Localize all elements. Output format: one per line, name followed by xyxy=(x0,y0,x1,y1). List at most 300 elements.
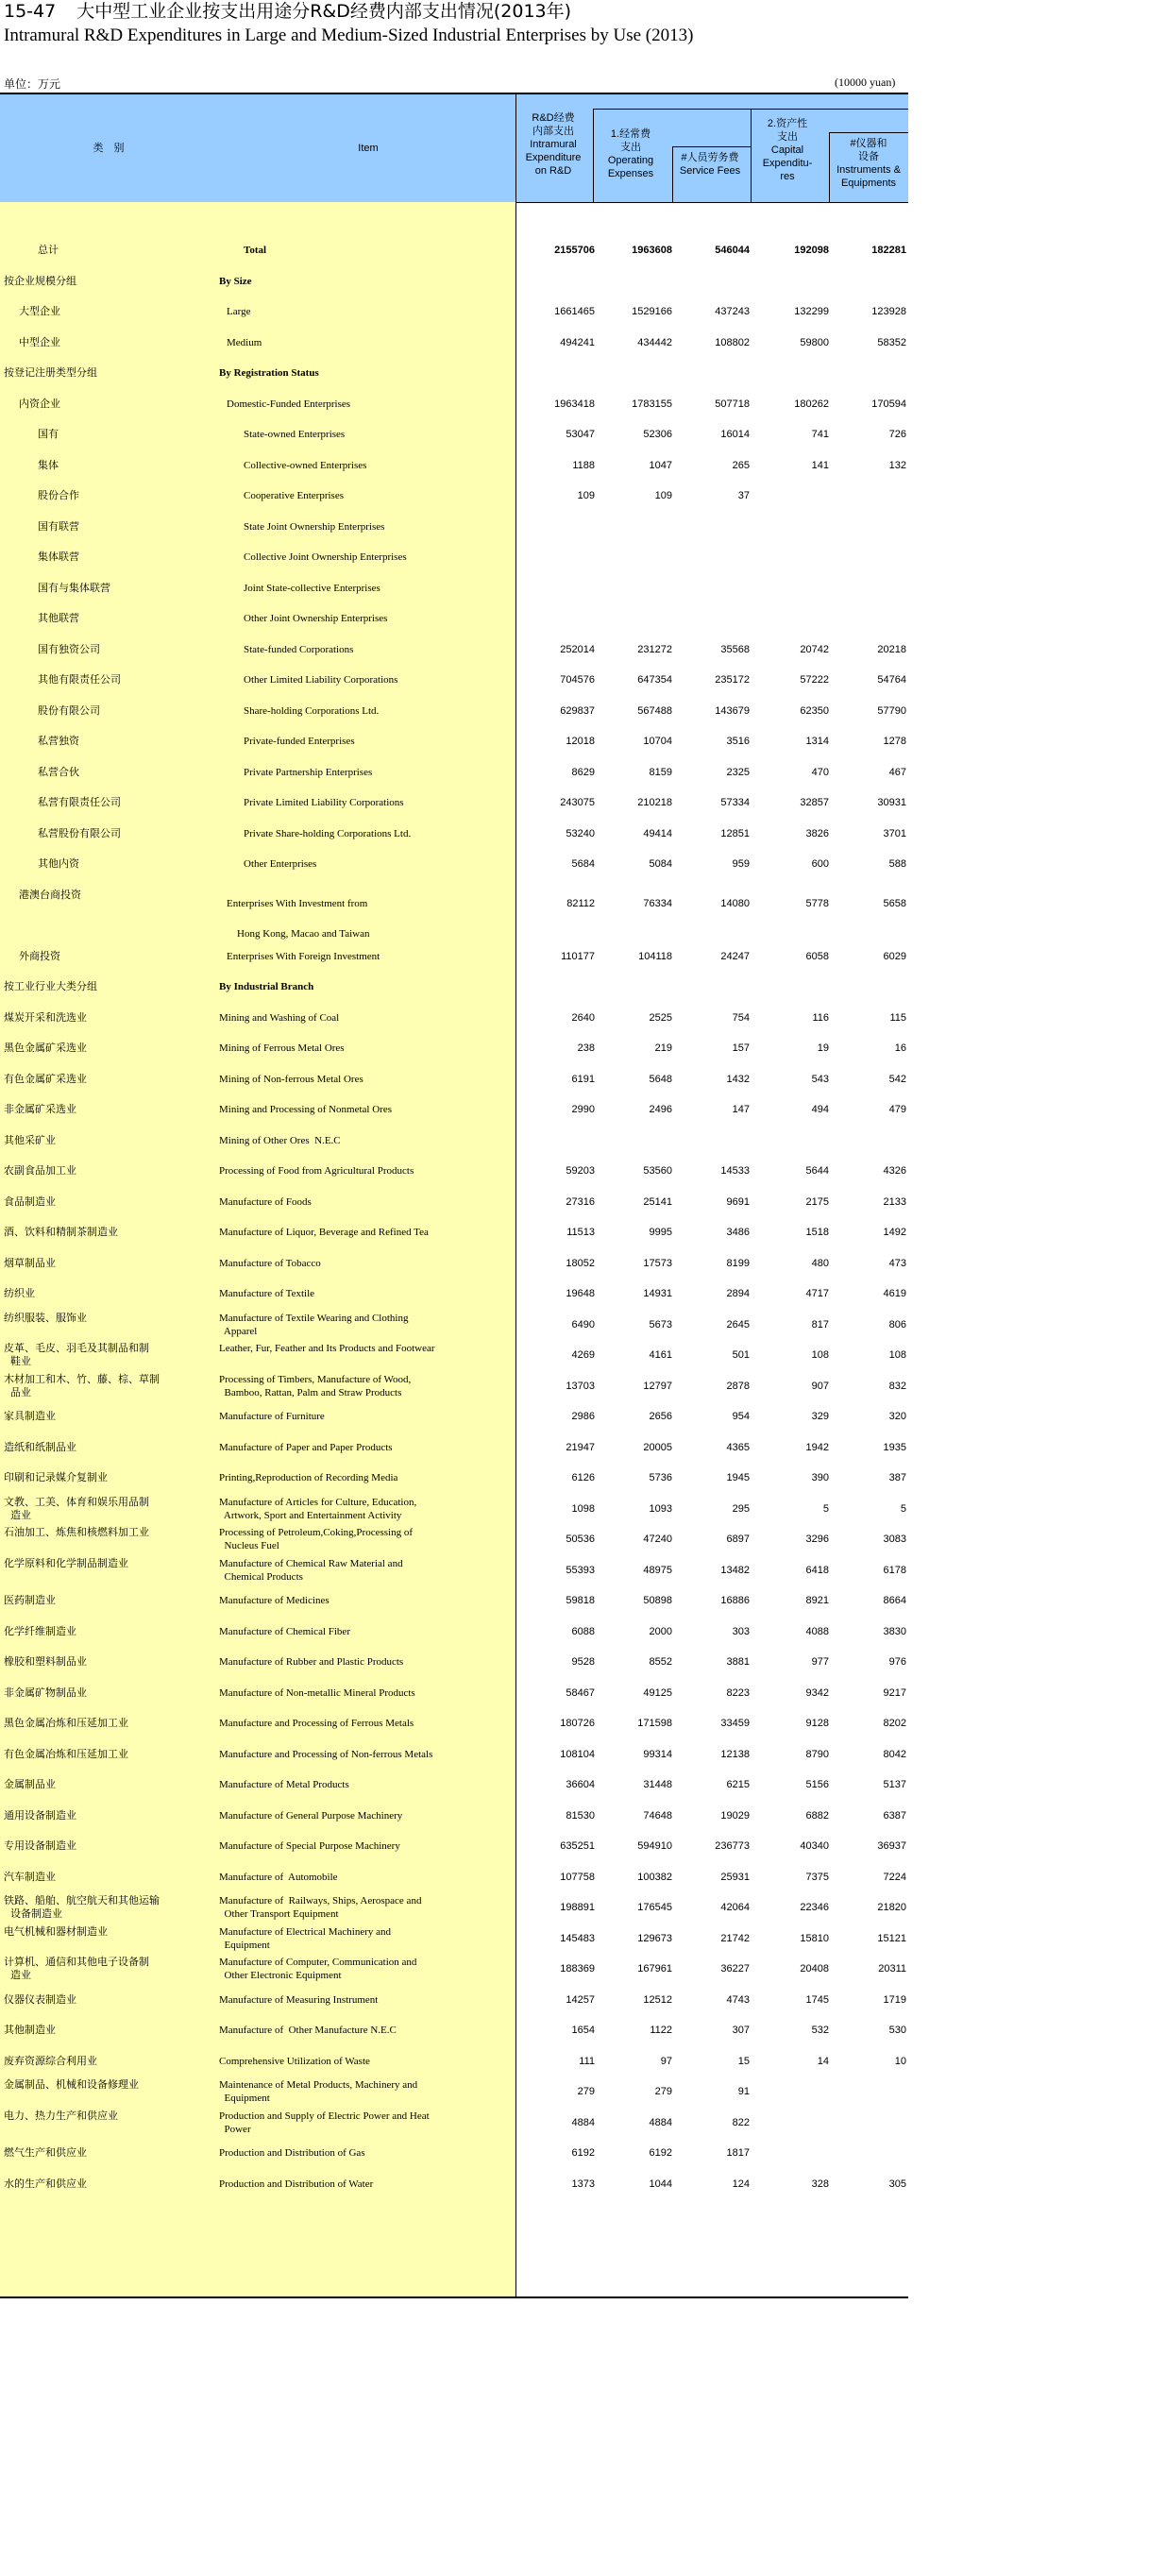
row-value: 1817 xyxy=(726,2147,750,2159)
unit-label-english: (10000 yuan) xyxy=(835,76,896,89)
divider-item-data xyxy=(515,94,516,2298)
row-value: 6178 xyxy=(883,1564,906,1576)
row-value: 8921 xyxy=(805,1595,829,1606)
row-label-english: Large xyxy=(227,306,251,317)
row-value: 5084 xyxy=(649,858,672,870)
row-label-english: Manufacture of Railways, Ships, Aerospace and Other Transport Equipment xyxy=(219,1895,422,1920)
row-value: 143679 xyxy=(715,704,750,717)
row-label-english: By Size xyxy=(219,275,252,287)
row-value: 5778 xyxy=(805,897,829,909)
row-label-chinese: 煤炭开采和洗选业 xyxy=(4,1010,87,1024)
row-value: 108802 xyxy=(715,336,750,348)
header-intramural-expenditure xyxy=(517,111,589,178)
row-label-chinese: 私营股份有限公司 xyxy=(38,826,121,839)
header-line: Equipments xyxy=(840,178,897,189)
row-label-chinese: 集体 xyxy=(38,458,59,471)
row-label-english: Mining and Processing of Nonmetal Ores xyxy=(219,1104,392,1115)
row-value: 741 xyxy=(811,429,829,440)
row-label-english: Printing,Reproduction of Recording Media xyxy=(219,1472,398,1483)
row-value: 470 xyxy=(811,766,829,778)
row-value: 53560 xyxy=(643,1165,672,1177)
row-value: 116 xyxy=(812,1011,829,1024)
row-label-chinese: 纺织业 xyxy=(4,1287,35,1299)
row-value: 108 xyxy=(888,1349,906,1361)
row-value: 49125 xyxy=(643,1686,672,1699)
row-label-english: Manufacture of Foods xyxy=(219,1195,312,1208)
row-value: 123928 xyxy=(871,306,906,317)
row-value: 54764 xyxy=(877,674,906,686)
row-label-chinese: 国有 xyxy=(38,428,59,440)
row-value: 147 xyxy=(732,1104,750,1115)
row-label-chinese: 其他有限责任公司 xyxy=(38,673,121,686)
row-label-english: Private Limited Liability Corporations xyxy=(244,797,404,808)
row-value: 629837 xyxy=(560,704,595,717)
row-value: 2656 xyxy=(649,1411,672,1422)
row-value: 25141 xyxy=(643,1195,672,1208)
row-label-english: Production and Distribution of Water xyxy=(219,2178,374,2190)
header-item: Item xyxy=(358,143,379,154)
row-value: 100382 xyxy=(637,1871,672,1883)
row-value: 48975 xyxy=(643,1564,672,1576)
row-value: 231272 xyxy=(637,643,672,655)
row-value: 145483 xyxy=(560,1932,595,1944)
table-title-chinese xyxy=(4,0,571,23)
row-label-chinese: 非金属矿采选业 xyxy=(4,1103,76,1115)
row-value: 6126 xyxy=(571,1472,595,1483)
header-line: Expenses xyxy=(607,168,654,179)
row-value: 25931 xyxy=(720,1871,750,1883)
row-value: 1529166 xyxy=(632,306,672,317)
row-label-english: Private-funded Enterprises xyxy=(244,736,355,747)
row-value: 467 xyxy=(888,766,906,778)
row-value: 1661465 xyxy=(554,306,595,317)
row-value: 5644 xyxy=(805,1165,829,1177)
row-value: 10 xyxy=(894,2055,906,2067)
header-line: 支出 xyxy=(777,131,798,143)
row-value: 6192 xyxy=(571,2147,595,2159)
row-value: 5137 xyxy=(883,1779,906,1790)
row-value: 20742 xyxy=(800,643,829,655)
row-value: 9528 xyxy=(571,1656,595,1668)
row-label-english: Processing of Petroleum,Coking,Processing of Nucleus Fuel xyxy=(219,1527,414,1551)
table-number: 15-47 xyxy=(4,1,57,22)
header-divider xyxy=(751,109,752,202)
row-value: 30931 xyxy=(877,797,906,808)
row-value: 59800 xyxy=(800,336,829,348)
row-value: 473 xyxy=(888,1257,906,1269)
row-value: 57222 xyxy=(800,674,829,686)
row-value: 2894 xyxy=(726,1288,750,1299)
row-label-chinese: 私营独资 xyxy=(38,735,79,747)
row-label-chinese: 黑色金属矿采选业 xyxy=(4,1042,87,1054)
row-value: 480 xyxy=(811,1257,829,1269)
row-value: 1963608 xyxy=(632,245,672,256)
row-value: 647354 xyxy=(637,674,672,686)
row-value: 532 xyxy=(811,2025,829,2036)
row-label-chinese: 金属制品、机械和设备修理业 xyxy=(4,2078,139,2091)
row-value: 4884 xyxy=(571,2116,595,2128)
row-value: 12512 xyxy=(643,1993,672,2006)
row-value: 1719 xyxy=(883,1993,906,2006)
title-cn-text: 大中型工业企业按支出用途分R&D经费内部支出情况(2013年) xyxy=(76,1,572,22)
row-value: 1098 xyxy=(571,1502,595,1515)
row-value: 32857 xyxy=(800,797,829,808)
row-value: 14080 xyxy=(720,897,750,909)
row-value: 2325 xyxy=(726,766,750,778)
row-value: 17573 xyxy=(643,1257,672,1269)
row-value: 6387 xyxy=(883,1809,906,1822)
row-value: 5658 xyxy=(883,897,906,909)
row-value: 188369 xyxy=(560,1963,595,1974)
row-label-english: Mining of Other Ores N.E.C xyxy=(219,1134,341,1146)
row-value: 74648 xyxy=(643,1809,672,1822)
row-value: 108104 xyxy=(560,1748,595,1760)
row-value: 822 xyxy=(732,2116,750,2128)
row-value: 15 xyxy=(737,2055,750,2067)
row-label-chinese: 废弃资源综合利用业 xyxy=(4,2054,97,2067)
row-value: 305 xyxy=(888,2178,906,2190)
row-label-chinese: 总计 xyxy=(38,244,59,256)
row-label-chinese: 大型企业 xyxy=(19,305,60,317)
row-value: 52306 xyxy=(643,429,672,440)
row-label-chinese: 股份有限公司 xyxy=(38,703,100,717)
row-label-chinese: 水的生产和供应业 xyxy=(4,2177,87,2190)
row-label-english: Leather, Fur, Feather and Its Products and Footwear xyxy=(219,1343,435,1354)
row-value: 817 xyxy=(811,1318,829,1330)
row-value: 37 xyxy=(737,490,750,501)
row-value: 754 xyxy=(732,1011,750,1024)
row-value: 542 xyxy=(888,1073,906,1085)
header-line: on R&D xyxy=(534,165,572,177)
row-value: 3826 xyxy=(805,827,829,839)
header-line: 内部支出 xyxy=(532,126,574,137)
row-label-chinese: 化学纤维制造业 xyxy=(4,1624,76,1637)
row-value: 192098 xyxy=(794,245,829,256)
row-value: 16014 xyxy=(720,429,750,440)
row-value: 1047 xyxy=(649,459,672,471)
row-label-english: Joint State-collective Enterprises xyxy=(244,582,380,594)
row-value: 2133 xyxy=(883,1195,906,1208)
row-value: 726 xyxy=(888,429,906,440)
header-operating-expenses xyxy=(595,127,667,180)
row-label-chinese: 铁路、船舶、航空航天和其他运输 设备制造业 xyxy=(4,1894,160,1920)
row-label-chinese: 造纸和纸制品业 xyxy=(4,1440,76,1453)
row-value: 13482 xyxy=(720,1564,750,1576)
row-value: 20408 xyxy=(800,1963,829,1974)
row-value: 494 xyxy=(811,1104,829,1115)
header-rule xyxy=(672,146,751,147)
row-label-english: Manufacture of Electrical Machinery and Equipment xyxy=(219,1925,392,1951)
row-value: 182281 xyxy=(871,245,906,256)
row-value: 24247 xyxy=(720,950,750,962)
row-label-english: Collective Joint Ownership Enterprises xyxy=(244,551,407,563)
row-value: 594910 xyxy=(637,1840,672,1852)
row-label-chinese: 黑色金属冶炼和压延加工业 xyxy=(4,1717,128,1729)
row-label-chinese: 国有与集体联营 xyxy=(38,581,110,594)
row-value: 959 xyxy=(732,858,750,870)
table-top-rule xyxy=(0,93,908,94)
row-label-english: Mining of Non-ferrous Metal Ores xyxy=(219,1073,363,1085)
row-label-chinese: 中型企业 xyxy=(19,335,60,348)
row-label-english: Manufacture of Measuring Instrument xyxy=(219,1993,379,2006)
row-value: 115 xyxy=(889,1011,906,1024)
row-value: 42064 xyxy=(720,1902,750,1913)
row-label-english: State-owned Enterprises xyxy=(244,429,346,440)
row-label-chinese: 国有独资公司 xyxy=(38,642,100,655)
row-value: 21742 xyxy=(720,1932,750,1944)
row-value: 238 xyxy=(577,1042,595,1054)
row-label-chinese: 印刷和记录媒介复制业 xyxy=(4,1471,108,1483)
row-label-chinese: 电力、热力生产和供应业 xyxy=(4,2109,118,2122)
row-value: 53240 xyxy=(566,827,595,839)
row-value: 76334 xyxy=(643,897,672,909)
row-value: 18052 xyxy=(566,1257,595,1269)
row-value: 49414 xyxy=(643,827,672,839)
row-value: 543 xyxy=(811,1073,829,1085)
row-value: 132299 xyxy=(794,306,829,317)
header-line: Intramural xyxy=(530,139,577,150)
row-label-chinese: 有色金属冶炼和压延加工业 xyxy=(4,1747,128,1760)
row-value: 3830 xyxy=(883,1625,906,1637)
row-label-chinese: 有色金属矿采选业 xyxy=(4,1072,87,1085)
row-value: 5648 xyxy=(649,1073,672,1085)
row-label-chinese: 非金属矿物制品业 xyxy=(4,1686,87,1699)
row-value: 8664 xyxy=(883,1595,906,1606)
row-label-english: Manufacture of Computer, Communication and Other Electronic Equipment xyxy=(219,1957,417,1981)
row-label-chinese: 木材加工和木、竹、藤、棕、草制 品业 xyxy=(4,1372,160,1398)
row-label-english: Manufacture of General Purpose Machinery xyxy=(219,1809,403,1822)
row-value: 832 xyxy=(888,1380,906,1392)
row-label-english: Other Joint Ownership Enterprises xyxy=(244,613,388,624)
row-value: 6490 xyxy=(571,1318,595,1330)
row-value: 1783155 xyxy=(632,398,672,410)
row-value: 1093 xyxy=(649,1502,672,1515)
row-label-chinese: 通用设备制造业 xyxy=(4,1808,76,1822)
row-label-english: Mining and Washing of Coal xyxy=(219,1011,340,1024)
row-value: 279 xyxy=(577,2086,595,2097)
row-label-english: Manufacture of Furniture xyxy=(219,1411,325,1422)
table-body-label-area xyxy=(0,202,515,2298)
row-value: 111 xyxy=(579,2055,595,2067)
header-line: Expenditure xyxy=(525,152,582,163)
row-value: 170594 xyxy=(871,398,906,410)
header-line: res xyxy=(780,171,795,182)
row-label-chinese: 私营有限责任公司 xyxy=(38,796,121,808)
row-value: 1044 xyxy=(649,2178,672,2190)
row-label-chinese: 纺织服装、服饰业 xyxy=(4,1311,87,1324)
row-value: 5684 xyxy=(571,858,595,870)
row-label-chinese: 按登记注册类型分组 xyxy=(4,366,97,379)
row-value: 390 xyxy=(811,1472,829,1483)
row-label-english: Manufacture of Liquor, Beverage and Refined Tea xyxy=(219,1227,429,1238)
header-line: Service Fees xyxy=(679,165,741,177)
row-value: 15121 xyxy=(877,1932,906,1944)
row-value: 81530 xyxy=(566,1809,595,1822)
row-value: 55393 xyxy=(566,1564,595,1576)
row-value: 236773 xyxy=(715,1840,750,1852)
row-value: 1278 xyxy=(883,736,906,747)
header-line: #仪器和 xyxy=(850,138,887,149)
row-label-english: Manufacture of Non-metallic Mineral Products xyxy=(219,1686,415,1699)
row-label-english: Manufacture of Paper and Paper Products xyxy=(219,1441,393,1453)
row-label-chinese: 国有联营 xyxy=(38,519,79,533)
row-value: 180726 xyxy=(560,1718,595,1729)
row-value: 3486 xyxy=(726,1227,750,1238)
row-label-chinese: 其他内资 xyxy=(38,857,79,870)
row-label-english: Manufacture of Automobile xyxy=(219,1871,338,1883)
row-label-english: State Joint Ownership Enterprises xyxy=(244,520,385,533)
row-value: 4619 xyxy=(883,1288,906,1299)
row-value: 5736 xyxy=(649,1472,672,1483)
row-value: 2000 xyxy=(649,1625,672,1637)
row-value: 198891 xyxy=(560,1902,595,1913)
row-value: 14533 xyxy=(720,1165,750,1177)
row-value: 320 xyxy=(888,1411,906,1422)
row-label-chinese: 计算机、通信和其他电子设备制 造业 xyxy=(4,1956,149,1981)
row-value: 1935 xyxy=(883,1441,906,1453)
row-value: 132 xyxy=(888,459,906,471)
row-label-english: Collective-owned Enterprises xyxy=(244,459,367,471)
header-line: R&D经费 xyxy=(532,112,575,124)
row-value: 58467 xyxy=(566,1686,595,1699)
row-label-chinese: 家具制造业 xyxy=(4,1410,56,1422)
row-value: 7224 xyxy=(883,1871,906,1883)
header-rule xyxy=(593,109,751,110)
header-line: Operating xyxy=(607,155,654,166)
row-value: 977 xyxy=(811,1656,829,1668)
row-label-chinese: 石油加工、炼焦和核燃料加工业 xyxy=(4,1526,149,1538)
row-value: 8159 xyxy=(649,766,672,778)
row-label-english: Medium xyxy=(227,336,262,348)
row-label-english: Manufacture of Textile Wearing and Clothing Apparel xyxy=(219,1312,409,1337)
header-rule xyxy=(751,109,908,110)
row-value: 1745 xyxy=(805,1993,829,2006)
row-value: 2878 xyxy=(726,1380,750,1392)
row-value: 295 xyxy=(732,1502,750,1515)
row-value: 110177 xyxy=(561,950,595,962)
row-value: 252014 xyxy=(560,643,595,655)
row-value: 3881 xyxy=(726,1656,750,1668)
row-value: 129673 xyxy=(637,1932,672,1944)
row-value: 530 xyxy=(888,2025,906,2036)
row-value: 243075 xyxy=(560,797,595,808)
row-value: 1314 xyxy=(805,736,829,747)
row-value: 1373 xyxy=(571,2178,595,2190)
row-value: 12851 xyxy=(720,827,750,839)
table-title-english: Intramural R&D Expenditures in Large and Medium-Sized Industrial Enterprises by Use (2013) xyxy=(4,25,694,45)
row-label-english: Manufacture of Other Manufacture N.E.C xyxy=(219,2025,397,2036)
row-value: 19029 xyxy=(720,1809,750,1822)
row-label-chinese: 外商投资 xyxy=(19,949,60,962)
row-label-chinese: 食品制造业 xyxy=(4,1195,56,1208)
row-value: 8552 xyxy=(649,1656,672,1668)
row-value: 57790 xyxy=(877,704,906,717)
row-label-chinese: 文教、工美、体育和娱乐用品制 造业 xyxy=(4,1495,149,1521)
row-value: 4326 xyxy=(883,1165,906,1177)
row-label-english: Manufacture of Metal Products xyxy=(219,1779,349,1790)
row-value: 8202 xyxy=(883,1718,906,1729)
row-value: 235172 xyxy=(715,674,750,686)
row-value: 3296 xyxy=(805,1534,829,1545)
row-value: 82112 xyxy=(566,897,595,909)
row-value: 387 xyxy=(888,1472,906,1483)
row-value: 14257 xyxy=(566,1993,595,2006)
row-value: 4269 xyxy=(571,1349,595,1361)
row-value: 40340 xyxy=(800,1840,829,1852)
row-value: 91 xyxy=(737,2086,750,2097)
row-value: 600 xyxy=(811,858,829,870)
row-value: 1654 xyxy=(571,2025,595,2036)
header-divider xyxy=(829,132,830,202)
header-line: #人员劳务费 xyxy=(681,152,739,163)
row-value: 9995 xyxy=(649,1227,672,1238)
header-line: 2.资产性 xyxy=(767,118,808,129)
row-label-chinese: 内资企业 xyxy=(19,397,60,410)
row-value: 806 xyxy=(888,1318,906,1330)
row-value: 53047 xyxy=(566,429,595,440)
row-value: 36604 xyxy=(566,1779,595,1790)
row-value: 4088 xyxy=(805,1625,829,1637)
row-value: 6191 xyxy=(571,1073,595,1085)
row-value: 97 xyxy=(660,2055,672,2067)
row-value: 58352 xyxy=(877,336,906,348)
row-value: 4884 xyxy=(649,2116,672,2128)
row-label-chinese: 金属制品业 xyxy=(4,1778,56,1790)
row-value: 1963418 xyxy=(554,398,595,410)
row-value: 15810 xyxy=(800,1932,829,1944)
row-label-chinese: 其他采矿业 xyxy=(4,1133,56,1146)
row-value: 4717 xyxy=(805,1288,829,1299)
row-label-chinese: 橡胶和塑料制品业 xyxy=(4,1655,87,1668)
row-value: 2525 xyxy=(649,1011,672,1024)
row-value: 1942 xyxy=(805,1441,829,1453)
row-value: 109 xyxy=(654,490,672,501)
row-label-english: Private Share-holding Corporations Ltd. xyxy=(244,827,412,839)
row-label-english: Manufacture of Medicines xyxy=(219,1595,329,1606)
row-value: 141 xyxy=(811,459,829,471)
row-value: 6192 xyxy=(649,2147,672,2159)
row-value: 8199 xyxy=(726,1257,750,1269)
row-value: 1518 xyxy=(805,1227,829,1238)
row-value: 4161 xyxy=(649,1349,672,1361)
row-label-chinese: 其他联营 xyxy=(38,612,79,624)
row-value: 3083 xyxy=(883,1534,906,1545)
row-value: 5156 xyxy=(805,1779,829,1790)
row-label-english: Manufacture and Processing of Non-ferrous Metals xyxy=(219,1748,433,1760)
header-line: Instruments & xyxy=(836,164,901,176)
row-value: 8629 xyxy=(571,766,595,778)
row-value: 12797 xyxy=(643,1380,672,1392)
row-value: 507718 xyxy=(715,398,750,410)
row-value: 20218 xyxy=(877,643,906,655)
row-label-chinese: 按工业行业大类分组 xyxy=(4,980,97,992)
row-label-english: Manufacture of Articles for Culture, Education, Artwork, Sport and Entertainment Activity xyxy=(219,1496,417,1521)
row-value: 501 xyxy=(732,1349,750,1361)
row-label-english: Production and Supply of Electric Power and Heat Power xyxy=(219,2110,430,2135)
row-label-chinese: 电气机械和器材制造业 xyxy=(4,1924,108,1938)
row-value: 5673 xyxy=(649,1318,672,1330)
row-label-chinese: 其他制造业 xyxy=(4,2024,56,2036)
header-rule xyxy=(829,132,908,133)
row-value: 50898 xyxy=(643,1595,672,1606)
header-instruments-equipments xyxy=(829,137,908,190)
row-value: 27316 xyxy=(566,1195,595,1208)
header-line: 设备 xyxy=(858,151,879,162)
row-value: 180262 xyxy=(794,398,829,410)
row-value: 219 xyxy=(654,1042,672,1054)
row-value: 20311 xyxy=(878,1963,906,1974)
row-label-chinese: 燃气生产和供应业 xyxy=(4,2146,87,2159)
